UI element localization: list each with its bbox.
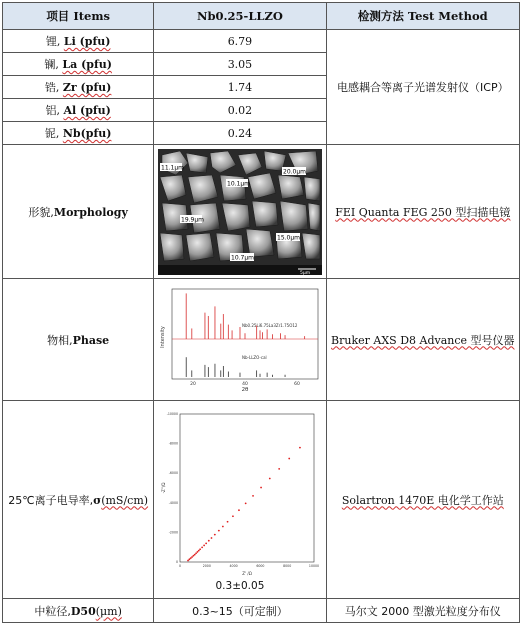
eis-xtick: 2000 <box>202 563 211 568</box>
eis-point <box>269 477 271 479</box>
eis-point <box>245 502 247 504</box>
sem-label-6: 10.7μm <box>230 254 254 261</box>
eis-point <box>187 559 189 561</box>
eis-point <box>203 544 205 546</box>
label-zr: 锆, Zr (pfu) <box>3 76 154 99</box>
xrd-tick-40: 40 <box>242 381 248 387</box>
value-al: 0.02 <box>154 99 326 122</box>
eis-point <box>195 552 197 554</box>
header-items: 项目 Items <box>3 3 154 30</box>
xrd-chart-cell <box>154 279 326 401</box>
value-la: 3.05 <box>154 53 326 76</box>
particle-method: 马尔文 2000 型激光粒度分布仪 <box>326 599 519 623</box>
eis-xtick: 8000 <box>283 563 292 568</box>
row-phase <box>3 279 520 401</box>
eis-ytick: -6000 <box>168 470 178 475</box>
header-sample: Nb0.25-LLZO <box>154 3 326 30</box>
eis-point <box>199 548 201 550</box>
xrd-ylabel: Intensity <box>159 325 166 348</box>
eis-point <box>188 558 190 560</box>
row-morphology <box>3 145 520 279</box>
label-al: 铝, Al (pfu) <box>3 99 154 122</box>
eis-ytick: 0 <box>175 559 178 564</box>
label-nb: 铌, Nb(pfu) <box>3 122 154 145</box>
label-conductivity: 25℃离子电导率,σ(mS/cm) <box>3 401 154 599</box>
eis-xtick: 6000 <box>256 563 265 568</box>
eis-point <box>194 553 196 555</box>
eis-point <box>201 546 203 548</box>
row-conductivity <box>3 401 520 599</box>
conductivity-value: 0.3±0.05 <box>215 579 265 592</box>
xrd-xlabel: 2θ <box>241 386 249 393</box>
row-li <box>3 30 520 53</box>
eis-chart <box>160 408 320 578</box>
eis-point <box>222 525 224 527</box>
value-zr: 1.74 <box>154 76 326 99</box>
sem-label-5: 15.0μm <box>276 234 300 241</box>
eis-point <box>198 549 200 551</box>
sem-image-cell <box>154 145 326 279</box>
eis-point <box>191 556 193 558</box>
eis-point <box>214 533 216 535</box>
header-row <box>3 3 520 30</box>
sem-label-3: 20.0μm <box>282 168 306 175</box>
eis-point <box>192 554 194 556</box>
xrd-legend-top: Nb0.25Li6.75La3Zr1.75O12 <box>241 322 298 328</box>
eis-ylabel: -Z''/Ω <box>160 482 166 493</box>
eis-ytick: -10000 <box>166 411 178 416</box>
eis-point <box>227 520 229 522</box>
xrd-legend-bottom: Nb-LLZO-cal <box>241 354 267 360</box>
eis-point <box>196 551 198 553</box>
eis-point <box>232 515 234 517</box>
eis-point <box>208 539 210 541</box>
sem-micrograph-image <box>158 149 322 275</box>
eis-point <box>211 537 213 539</box>
eis-point <box>205 542 207 544</box>
particle-value: 0.3~15（可定制） <box>154 599 326 623</box>
sem-label-2: 10.1μm <box>226 180 250 187</box>
label-li: 锂, Li (pfu) <box>3 30 154 53</box>
xrd-tick-20: 20 <box>190 381 196 387</box>
eis-ytick: -8000 <box>168 441 178 446</box>
eis-point <box>278 468 280 470</box>
eis-xtick: 4000 <box>229 563 238 568</box>
eis-chart-cell <box>154 401 326 599</box>
row-particle <box>3 599 520 623</box>
value-li: 6.79 <box>154 30 326 53</box>
spec-table <box>2 2 520 623</box>
eis-point <box>252 494 254 496</box>
sem-label-4: 19.9μm <box>180 216 204 223</box>
label-la: 镧, La (pfu) <box>3 53 154 76</box>
label-particle: 中粒径,D50(μm) <box>3 599 154 623</box>
eis-point <box>299 446 301 448</box>
eis-ytick: -2000 <box>168 529 178 534</box>
phase-method: Bruker AXS D8 Advance 型号仪器 <box>326 279 519 401</box>
eis-xtick: 0 <box>178 563 181 568</box>
eis-point <box>190 557 192 559</box>
eis-point <box>260 486 262 488</box>
eis-point <box>218 529 220 531</box>
eis-xtick: 10000 <box>308 563 320 568</box>
sem-label-1: 11.1μm <box>160 164 184 171</box>
label-phase: 物相,Phase <box>3 279 154 401</box>
eis-ytick: -4000 <box>168 500 178 505</box>
composition-method: 电感耦合等离子光谱发射仪（ICP） <box>326 30 519 145</box>
eis-xlabel: Z' /Ω <box>242 570 252 576</box>
conductivity-method: Solartron 1470E 电化学工作站 <box>326 401 519 599</box>
morphology-method: FEI Quanta FEG 250 型扫描电镜 <box>326 145 519 279</box>
label-morphology: 形貌,Morphology <box>3 145 154 279</box>
sem-scale: 5μm <box>299 270 311 275</box>
eis-point <box>238 509 240 511</box>
xrd-tick-60: 60 <box>294 381 300 387</box>
header-method: 检测方法 Test Method <box>326 3 519 30</box>
xrd-chart <box>158 287 322 393</box>
eis-point <box>288 457 290 459</box>
value-nb: 0.24 <box>154 122 326 145</box>
